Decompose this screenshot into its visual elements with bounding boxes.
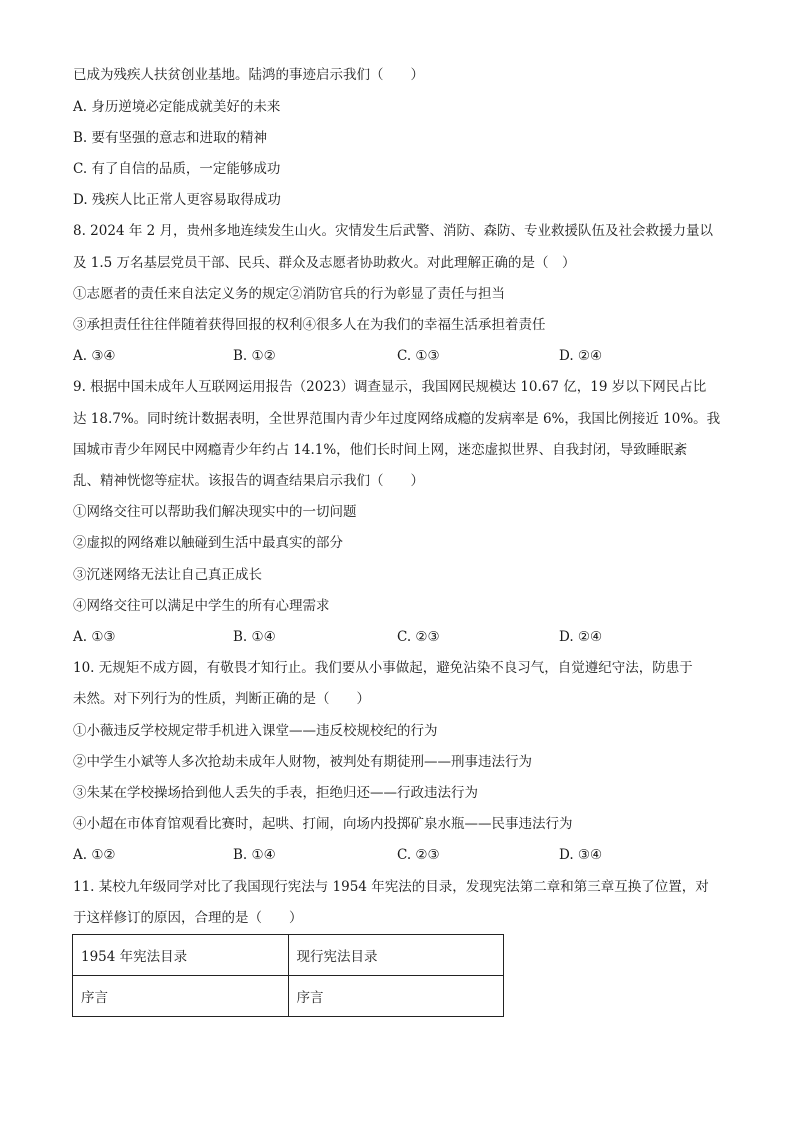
q9-statement-1: ①网络交往可以帮助我们解决现实中的一切问题 xyxy=(73,504,357,520)
q7-option-a[interactable]: A. 身历逆境必定能成就美好的未来 xyxy=(73,99,281,115)
q8-stem-line-2: 及 1.5 万名基层党员干部、民兵、群众及志愿者协助救火。对此理解正确的是（ ） xyxy=(73,255,576,271)
q8-statement-3-4: ③承担责任往往伴随着获得回报的权利④很多人在为我们的幸福生活承担着责任 xyxy=(73,317,546,333)
table-row xyxy=(73,976,504,1017)
q11-stem-line-1: 11. 某校九年级同学对比了我国现行宪法与 1954 年宪法的目录，发现宪法第二章和第三章互换了位置，对 xyxy=(73,879,709,895)
q8-option-a[interactable]: A. ③④ xyxy=(73,348,116,364)
q9-stem-line-3: 国城市青少年网民中网瘾青少年约占 14.1%，他们长时间上网，迷恋虚拟世界、自我封闭，导致睡眠紊 xyxy=(73,442,688,458)
q10-option-a[interactable]: A. ①② xyxy=(73,847,116,863)
q10-option-c[interactable]: C. ②③ xyxy=(397,847,440,863)
q9-statement-2: ②虚拟的网络难以触碰到生活中最真实的部分 xyxy=(73,535,343,551)
q10-stem-line-1: 10. 无规矩不成方圆，有敬畏才知行止。我们要从小事做起，避免沾染不良习气，自觉遵纪守法，防患于 xyxy=(73,660,693,676)
table-header-row xyxy=(73,935,504,976)
q8-stem-line-1: 8. 2024 年 2 月，贵州多地连续发生山火。灾情发生后武警、消防、森防、专业救援队伍及社会救援力量以 xyxy=(73,223,713,239)
q7-option-d[interactable]: D. 残疾人比正常人更容易取得成功 xyxy=(73,192,281,208)
q7-option-c[interactable]: C. 有了自信的品质，一定能够成功 xyxy=(73,161,281,177)
q8-option-c[interactable]: C. ①③ xyxy=(397,348,440,364)
q9-statement-4: ④网络交往可以满足中学生的所有心理需求 xyxy=(73,598,330,614)
q9-stem-line-1: 9. 根据中国未成年人互联网运用报告（2023）调查显示，我国网民规模达 10.67 亿，19 岁以下网民占比 xyxy=(73,379,707,395)
table-header-current: 现行宪法目录 xyxy=(288,935,504,976)
table-cell: 序言 xyxy=(288,976,504,1017)
constitution-toc-table xyxy=(72,934,504,1017)
q10-option-b[interactable]: B. ①④ xyxy=(233,847,276,863)
q7-option-b[interactable]: B. 要有坚强的意志和进取的精神 xyxy=(73,130,268,146)
q10-option-d[interactable]: D. ③④ xyxy=(559,847,603,863)
q8-option-b[interactable]: B. ①② xyxy=(233,348,276,364)
q9-option-c[interactable]: C. ②③ xyxy=(397,629,440,645)
table-header-1954: 1954 年宪法目录 xyxy=(73,935,289,976)
q10-statement-2: ②中学生小斌等人多次抢劫未成年人财物，被判处有期徒刑——刑事违法行为 xyxy=(73,754,532,770)
q10-statement-4: ④小超在市体育馆观看比赛时，起哄、打闹，向场内投掷矿泉水瓶——民事违法行为 xyxy=(73,816,573,832)
table-cell: 序言 xyxy=(73,976,289,1017)
q9-statement-3: ③沉迷网络无法让自己真正成长 xyxy=(73,567,262,583)
q9-stem-line-4: 乱、精神恍惚等症状。该报告的调查结果启示我们（ ） xyxy=(73,473,424,489)
q9-option-d[interactable]: D. ②④ xyxy=(559,629,603,645)
q11-stem-line-2: 于这样修订的原因，合理的是（ ） xyxy=(73,910,303,926)
q10-statement-1: ①小薇违反学校规定带手机进入课堂——违反校规校纪的行为 xyxy=(73,723,438,739)
q7-stem-tail: 已成为残疾人扶贫创业基地。陆鸿的事迹启示我们（ ） xyxy=(73,67,424,83)
q8-option-d[interactable]: D. ②④ xyxy=(559,348,603,364)
q8-statement-1-2: ①志愿者的责任来自法定义务的规定②消防官兵的行为彰显了责任与担当 xyxy=(73,286,505,302)
q9-stem-line-2: 达 18.7%。同时统计数据表明，全世界范围内青少年过度网络成瘾的发病率是 6%，我国比例接近 10%。我 xyxy=(73,411,721,427)
q10-stem-line-2: 未然。对下列行为的性质，判断正确的是（ ） xyxy=(73,691,370,707)
q10-statement-3: ③朱某在学校操场拾到他人丢失的手表，拒绝归还——行政违法行为 xyxy=(73,785,478,801)
q9-option-b[interactable]: B. ①④ xyxy=(233,629,276,645)
q9-option-a[interactable]: A. ①③ xyxy=(73,629,116,645)
